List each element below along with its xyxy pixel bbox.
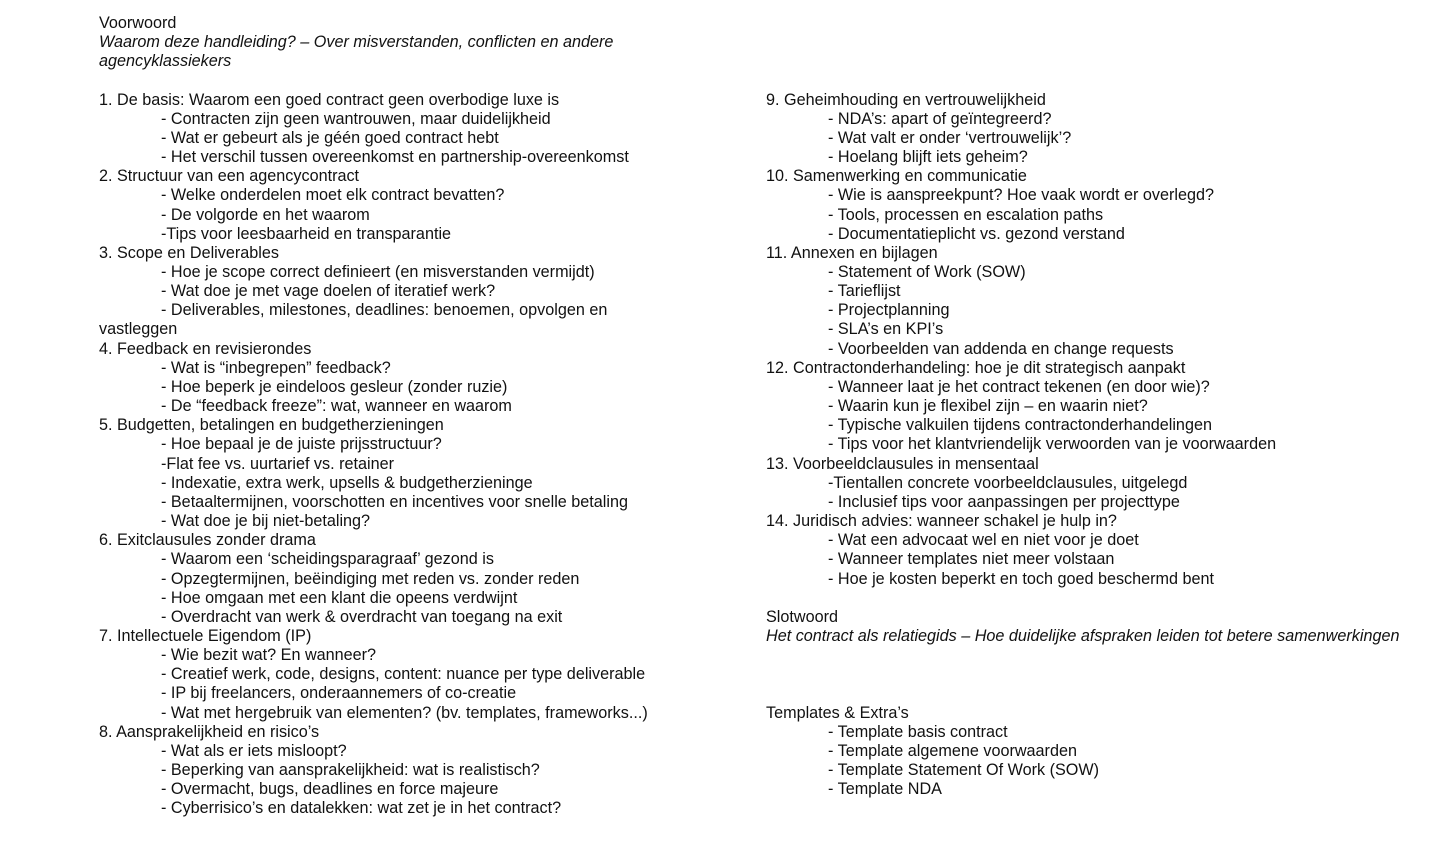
chapter-7-item: - Creatief werk, code, designs, content: nuance per type deliverable [161,665,646,684]
templates-item: - Template basis contract [828,722,1008,741]
chapter-8-item: - Wat als er iets misloopt? [161,741,347,760]
chapter-11-item: - Voorbeelden van addenda en change requests [828,339,1174,358]
chapter-14-item: - Wat een advocaat wel en niet voor je doet [828,531,1139,550]
chapter-5-item: - Indexatie, extra werk, upsells & budgetherzieninge [161,473,533,492]
chapter-3-item: - Deliverables, milestones, deadlines: benoemen, opvolgen en [161,301,608,320]
chapter-14-item: - Wanneer templates niet meer volstaan [828,550,1115,569]
chapter-7-item: - Wat met hergebruik van elementen? (bv. templates, frameworks...) [161,703,648,722]
chapter-12-item: - Tips voor het klantvriendelijk verwoorden van je voorwaarden [828,435,1277,454]
chapter-3-title: 3. Scope en Deliverables [99,243,279,262]
chapter-13-item: - Inclusief tips voor aanpassingen per projecttype [828,492,1180,511]
chapter-2-item: - De volgorde en het waarom [161,205,370,224]
chapter-6-item: - Overdracht van werk & overdracht van toegang na exit [161,607,563,626]
chapter-6-item: - Hoe omgaan met een klant die opeens verdwijnt [161,588,518,607]
spacer [99,71,719,90]
chapter-6-item: - Waarom een ‘scheidingsparagraaf’ gezond is [161,550,494,569]
chapter-10-item: - Documentatieplicht vs. gezond verstand [828,224,1125,243]
chapter-11-item: - Tarieflijst [828,282,901,301]
chapter-3-item: - Wat doe je met vage doelen of iteratief werk? [161,282,496,301]
chapter-3-item-overflow: vastleggen [99,320,178,339]
chapter-12-title: 12. Contractonderhandeling: hoe je dit strategisch aanpakt [766,358,1186,377]
chapter-7-title: 7. Intellectuele Eigendom (IP) [99,626,312,645]
chapter-14-title: 14. Juridisch advies: wanneer schakel je hulp in? [766,512,1117,531]
chapter-4-item: - De “feedback freeze”: wat, wanneer en waarom [161,397,512,416]
chapter-11-item: - Statement of Work (SOW) [828,263,1026,281]
chapter-4-item: - Wat is “inbegrepen” feedback? [161,358,391,377]
chapter-8-item: - Beperking van aansprakelijkheid: wat is realistisch? [161,761,540,780]
templates-item: - Template Statement Of Work (SOW) [828,761,1100,780]
templates-item: - Template algemene voorwaarden [828,741,1077,760]
chapter-4-title: 4. Feedback en revisierondes [99,339,312,358]
chapter-1-item: - Wat er gebeurt als je géén goed contract hebt [161,128,499,147]
slotwoord-subtitle: Het contract als relatiegids – Hoe duidelijke afspraken leiden tot betere samenwerkingen [766,626,1400,645]
chapter-12-item: - Waarin kun je flexibel zijn – en waarin niet? [828,397,1148,416]
chapter-2-item: -Tips voor leesbaarheid en transparantie [161,224,452,243]
chapter-7-item: - IP bij freelancers, onderaannemers of co-creatie [161,684,517,703]
templates-item: - Template NDA [828,780,942,799]
chapter-8-title: 8. Aansprakelijkheid en risico’s [99,722,320,741]
chapter-10-item: - Tools, processen en escalation paths [828,205,1104,224]
voorwoord-subtitle: Waarom deze handleiding? – Over misverstanden, conflicten en andere agencyklassiekers [99,33,614,71]
chapter-9-item: - Hoelang blijft iets geheim? [828,148,1028,167]
templates-title: Templates & Extra’s [766,703,909,722]
chapter-9-title: 9. Geheimhouding en vertrouwelijkheid [766,90,1046,109]
spacer [766,589,1426,608]
voorwoord-title: Voorwoord [99,14,177,32]
chapter-8-item: - Cyberrisico’s en datalekken: wat zet je in het contract? [161,799,562,818]
chapter-1-item: - Het verschil tussen overeenkomst en partnership-overeenkomst [161,148,629,167]
left-column [99,14,719,819]
chapter-8-item: - Overmacht, bugs, deadlines en force majeure [161,780,499,799]
chapter-13-item: -Tientallen concrete voorbeeldclausules, uitgelegd [828,473,1188,492]
chapter-10-item: - Wie is aanspreekpunt? Hoe vaak wordt er overlegd? [828,186,1215,205]
chapter-1-item: - Contracten zijn geen wantrouwen, maar duidelijkheid [161,109,551,128]
chapter-9-item: - NDA’s: apart of geïntegreerd? [828,109,1052,128]
chapter-7-item: - Wie bezit wat? En wanneer? [161,646,377,665]
spacer [766,14,1426,91]
chapter-2-item: - Welke onderdelen moet elk contract bevatten? [161,186,505,205]
chapter-5-item: - Hoe bepaal je de juiste prijsstructuur? [161,435,442,454]
chapter-4-item: - Hoe beperk je eindeloos gesleur (zonder ruzie) [161,377,508,396]
chapter-13-title: 13. Voorbeeldclausules in mensentaal [766,454,1039,473]
spacer [766,646,1426,703]
chapter-14-item: - Hoe je kosten beperkt en toch goed beschermd bent [828,569,1215,588]
chapter-11-item: - Projectplanning [828,301,950,320]
chapter-5-item: - Wat doe je bij niet-betaling? [161,512,371,531]
chapter-10-title: 10. Samenwerking en communicatie [766,167,1027,186]
chapter-2-title: 2. Structuur van een agencycontract [99,167,360,186]
chapter-12-item: - Wanneer laat je het contract tekenen (en door wie)? [828,377,1210,396]
chapter-11-title: 11. Annexen en bijlagen [766,243,938,262]
chapter-12-item: - Typische valkuilen tijdens contractonderhandelingen [828,416,1212,435]
chapter-11-item: - SLA’s en KPI’s [828,320,944,339]
chapter-5-title: 5. Budgetten, betalingen en budgetherzieningen [99,416,444,435]
chapter-1-title: 1. De basis: Waarom een goed contract geen overbodige luxe is [99,90,560,109]
chapter-6-item: - Opzegtermijnen, beëindiging met reden vs. zonder reden [161,569,580,588]
chapter-3-item: - Hoe je scope correct definieert (en misverstanden vermijdt) [161,263,595,282]
chapter-6-title: 6. Exitclausules zonder drama [99,531,316,550]
chapter-9-item: - Wat valt er onder ‘vertrouwelijk’? [828,128,1072,147]
chapter-5-item: -Flat fee vs. uurtarief vs. retainer [161,454,395,473]
right-column [766,14,1426,799]
slotwoord-title: Slotwoord [766,607,838,626]
chapter-5-item: - Betaaltermijnen, voorschotten en incentives voor snelle betaling [161,492,629,511]
